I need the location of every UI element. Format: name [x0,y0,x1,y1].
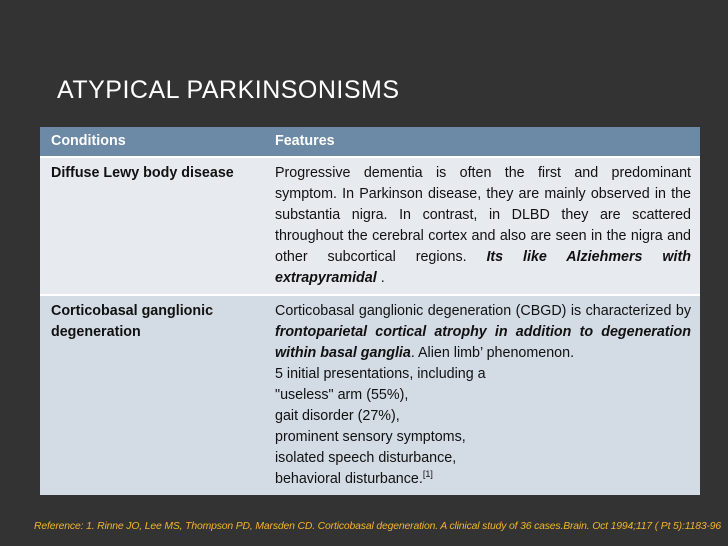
conditions-table [40,127,700,495]
features-intro: Corticobasal ganglionic degeneration (CBGD) is characterized by [275,303,691,319]
features-text: Progressive dementia is often the first and predominant symptom. In Parkinson disease, they are mainly observed in the substantia nigra. In contrast, in DLBD they are scattered throughout the cerebral cortex and also are seen in the nigra and other subcortical regions. [275,165,691,265]
table-row [40,157,700,295]
reference-footnote: Reference: 1. Rinne JO, Lee MS, Thompson PD, Marsden CD. Corticobasal degeneration. A clinical study of 36 cases.Brain. Oct 1994;117 ( Pt 5):1183-96 [34,521,722,532]
features-tail: . [376,270,385,286]
table-row [40,295,700,495]
table-header-row [40,127,700,157]
presentation-line: prominent sensory symptoms, [275,429,466,445]
features-emphasis: frontoparietal cortical atrophy in addition to degeneration within basal ganglia [275,324,691,361]
features-after: . Alien limb’ phenomenon. [410,345,575,361]
header-features: Features [264,127,700,157]
features-cell [264,295,700,495]
condition-cell: Corticobasal ganglionic degeneration [40,295,264,495]
citation-marker: [1] [422,469,433,480]
presentation-line: "useless" arm (55%), [275,387,409,403]
features-emphasis: Its like Alziehmers with extrapyramidal [275,249,691,286]
presentation-line: 5 initial presentations, including a [275,366,486,382]
presentation-line: isolated speech disturbance, [275,450,457,466]
condition-cell: Diffuse Lewy body disease [40,157,264,295]
presentation-line-last [275,469,691,490]
presentation-line: behavioral disturbance. [275,471,423,487]
conditions-table-container [40,127,700,495]
header-conditions: Conditions [40,127,264,157]
features-cell [264,157,700,295]
slide-title: ATYPICAL PARKINSONISMS [57,76,400,104]
presentation-line: gait disorder (27%), [275,408,400,424]
